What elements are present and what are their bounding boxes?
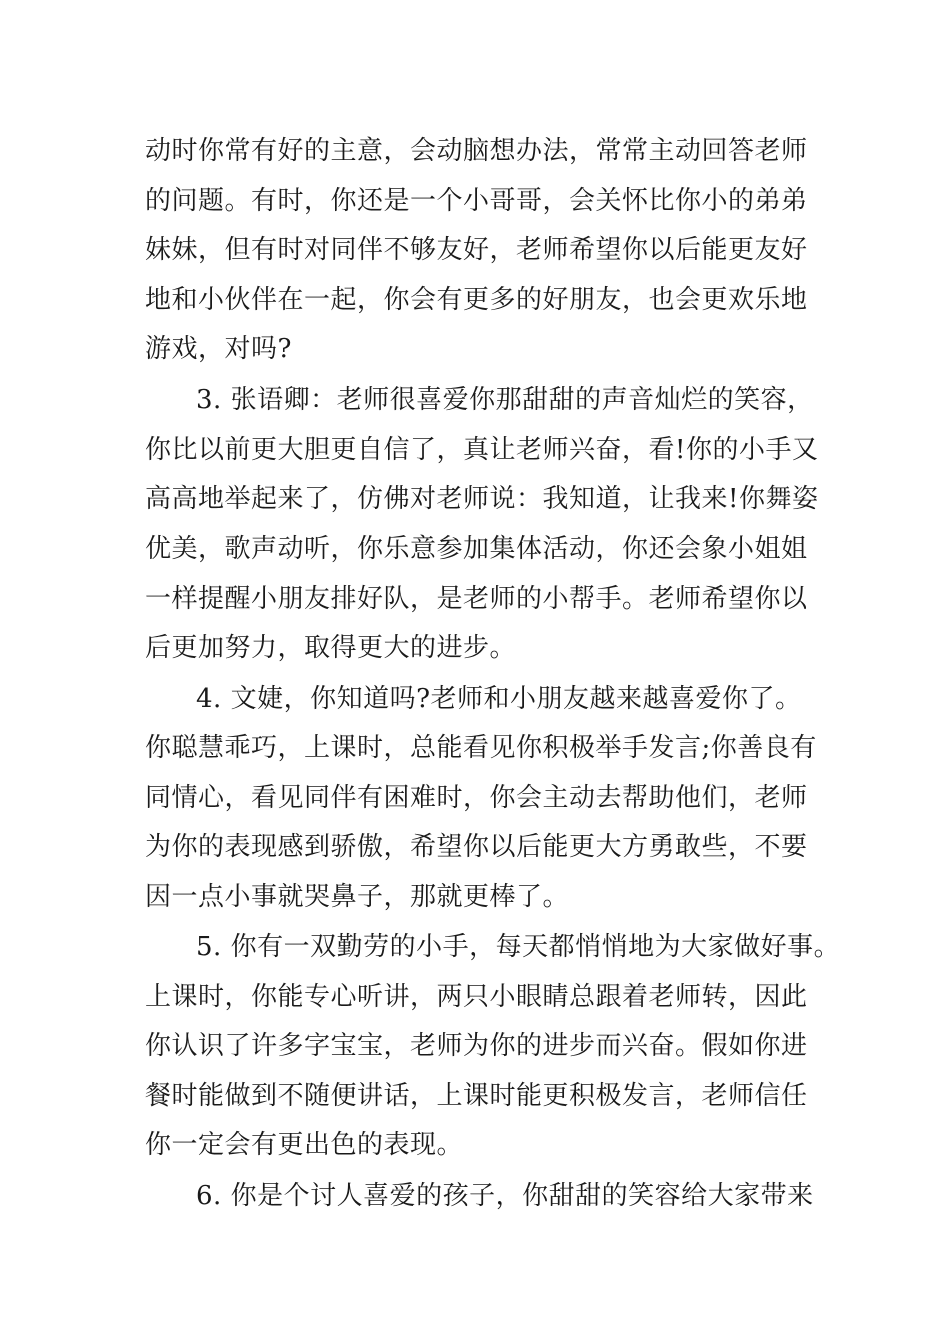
text-line: 上课时，你能专心听讲，两只小眼睛总跟着老师转，因此	[145, 982, 808, 1012]
text-line: 一样提醒小朋友排好队，是老师的小帮手。老师希望你以	[145, 584, 808, 614]
text-line: 你聪慧乖巧，上课时，总能看见你积极举手发言;你善良有	[145, 733, 817, 763]
text-line: 为你的表现感到骄傲，希望你以后能更大方勇敢些，不要	[145, 832, 808, 862]
text-line: 你一定会有更出色的表现。	[145, 1130, 464, 1160]
text-line: 餐时能做到不随便讲话，上课时能更积极发言，老师信任	[145, 1081, 808, 1111]
paragraph-5-start: 5. 你有一双勤劳的小手，每天都悄悄地为大家做好事。	[196, 932, 841, 962]
text-line: 妹妹，但有时对同伴不够友好，老师希望你以后能更友好	[145, 235, 808, 265]
text-line: 地和小伙伴在一起，你会有更多的好朋友，也会更欢乐地	[145, 285, 808, 315]
text-line: 后更加努力，取得更大的进步。	[145, 633, 517, 663]
text-line: 的问题。有时，你还是一个小哥哥，会关怀比你小的弟弟	[145, 186, 808, 216]
text-line: 高高地举起来了，仿佛对老师说：我知道，让我来!你舞姿	[145, 484, 819, 514]
text-line: 优美，歌声动听，你乐意参加集体活动，你还会象小姐姐	[145, 534, 808, 564]
text-line: 游戏，对吗?	[145, 334, 292, 364]
text-line: 动时你常有好的主意，会动脑想办法，常常主动回答老师	[145, 136, 808, 166]
text-line: 你认识了许多字宝宝，老师为你的进步而兴奋。假如你进	[145, 1031, 808, 1061]
paragraph-3-start: 3. 张语卿：老师很喜爱你那甜甜的声音灿烂的笑容，	[196, 385, 814, 415]
text-line: 因一点小事就哭鼻子，那就更棒了。	[145, 882, 570, 912]
paragraph-4-start: 4. 文婕，你知道吗?老师和小朋友越来越喜爱你了。	[196, 684, 802, 714]
text-line: 你比以前更大胆更自信了，真让老师兴奋，看!你的小手又	[145, 435, 819, 465]
paragraph-6-start: 6. 你是个讨人喜爱的孩子，你甜甜的笑容给大家带来	[196, 1181, 814, 1211]
text-line: 同情心，看见同伴有困难时，你会主动去帮助他们，老师	[145, 783, 808, 813]
